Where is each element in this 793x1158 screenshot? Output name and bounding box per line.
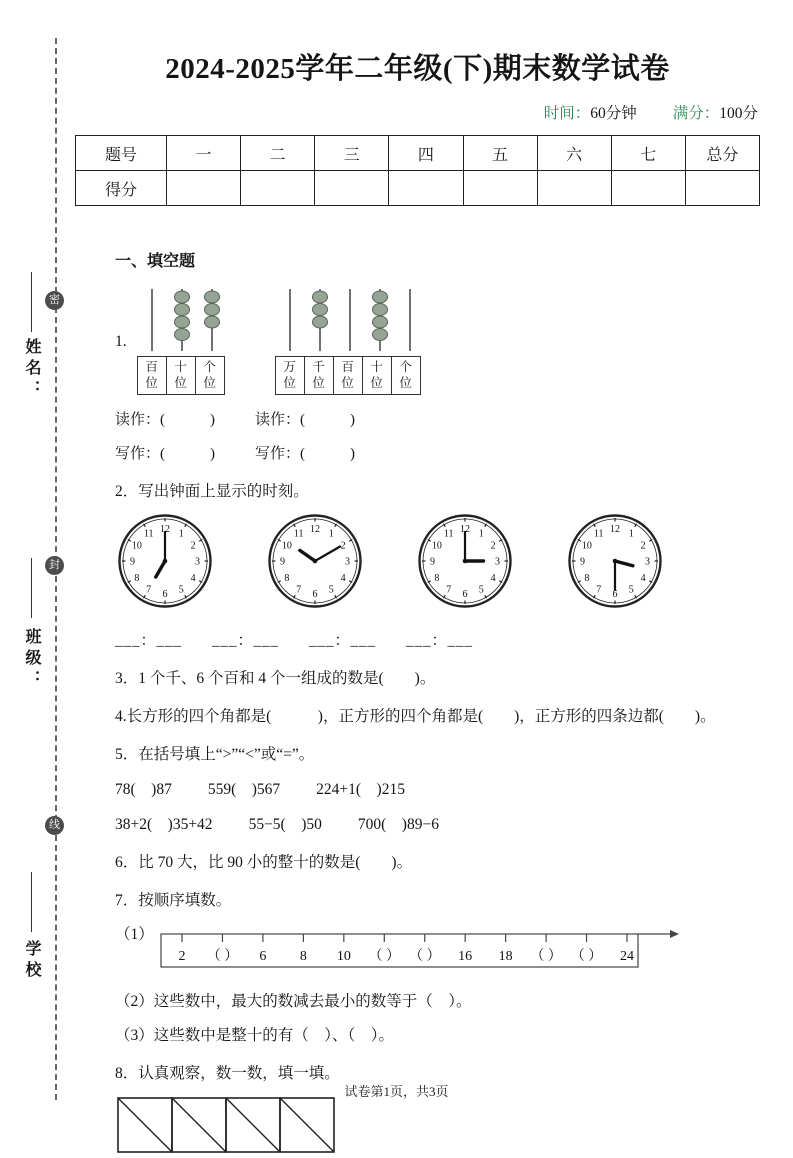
seal-feng-badge: 封 <box>45 556 64 575</box>
svg-text:5: 5 <box>478 584 484 596</box>
svg-text:6: 6 <box>462 588 468 600</box>
q7-sub1 <box>115 922 760 977</box>
svg-text:11: 11 <box>443 527 454 539</box>
svg-text:（ ）: （ ） <box>368 948 400 964</box>
question-2-text: 2．写出钟面上显示的时刻。 <box>115 482 309 500</box>
score-table-header-row <box>76 136 760 171</box>
svg-text:7: 7 <box>146 584 152 596</box>
svg-text:2: 2 <box>340 539 346 551</box>
svg-text:10: 10 <box>431 539 442 551</box>
question-6-text: 6．比 70 大，比 90 小的整十的数是( )。 <box>115 853 413 871</box>
school-label: 学校 <box>23 940 40 982</box>
score-cell-empty <box>685 171 759 206</box>
svg-text:11: 11 <box>593 527 604 539</box>
place-label-cell: 万 位 <box>275 356 305 395</box>
svg-text:4: 4 <box>640 572 646 584</box>
comparison-item: 559( )567 <box>207 780 281 798</box>
svg-text:5: 5 <box>328 584 334 596</box>
q7-sub3: （3）这些数中是整十的有（ ）、（ ）。 <box>115 1026 395 1044</box>
page-footer: 试卷第1页，共3页 <box>344 1084 449 1099</box>
score-table-score-row <box>76 171 760 206</box>
abacus-place-labels <box>275 356 425 395</box>
score-row-label: 得分 <box>76 171 167 206</box>
question-5-text: 5．在括号填上“>”“<”或“=”。 <box>115 745 315 763</box>
svg-text:7: 7 <box>446 584 452 596</box>
svg-text:8: 8 <box>134 572 140 584</box>
svg-text:（ ）: （ ） <box>570 948 603 964</box>
comparison-row <box>115 777 760 799</box>
place-label-cell: 百 位 <box>137 356 167 395</box>
name-label: 姓名： <box>23 338 40 401</box>
svg-text:11: 11 <box>293 527 304 539</box>
svg-text:9: 9 <box>280 556 285 567</box>
score-column-header: 总分 <box>685 136 759 171</box>
place-label-cell: 十 位 <box>166 356 196 395</box>
svg-text:7: 7 <box>596 584 602 596</box>
numberline-svg <box>160 922 687 972</box>
question-4-text: 4.长方形的四个角都是( )，正方形的四个角都是( )，正方形的四条边都( )。 <box>115 707 716 725</box>
squares-svg <box>117 1097 335 1153</box>
clock-face <box>267 513 363 609</box>
score-cell-empty <box>167 171 241 206</box>
svg-text:24: 24 <box>619 948 634 964</box>
time-answer-blank: ___：___ <box>406 632 474 649</box>
svg-text:9: 9 <box>430 556 435 567</box>
svg-text:1: 1 <box>628 527 634 539</box>
svg-text:3: 3 <box>195 556 200 567</box>
seal-xian-badge: 线 <box>45 816 64 835</box>
svg-text:5: 5 <box>628 584 634 596</box>
place-label-cell: 个 位 <box>195 356 225 395</box>
svg-text:1: 1 <box>478 527 484 539</box>
place-label-cell: 百 位 <box>333 356 363 395</box>
exam-content <box>75 46 760 1158</box>
score-column-header: 四 <box>389 136 463 171</box>
svg-text:（ ）: （ ） <box>530 948 562 964</box>
svg-text:7: 7 <box>296 584 302 596</box>
time-answer-blank: ___：___ <box>309 632 377 649</box>
svg-text:3: 3 <box>345 556 350 567</box>
svg-text:4: 4 <box>490 572 496 584</box>
svg-text:6: 6 <box>162 588 168 600</box>
abacus <box>275 289 425 395</box>
clock-row <box>117 513 760 609</box>
score-cell-empty <box>463 171 537 206</box>
svg-text:8: 8 <box>434 572 440 584</box>
score-cell-empty <box>611 171 685 206</box>
comparison-row <box>115 812 760 834</box>
svg-text:11: 11 <box>143 527 154 539</box>
section-title: 一、填空题 <box>115 253 196 270</box>
full-score-value: 100分 <box>719 105 758 122</box>
svg-text:10: 10 <box>336 948 351 964</box>
score-cell-empty <box>389 171 463 206</box>
q7-sub1-label: （1） <box>115 925 154 943</box>
svg-text:8: 8 <box>584 572 590 584</box>
svg-text:8: 8 <box>284 572 290 584</box>
write-as-label: 写作：( ) <box>115 445 215 462</box>
score-cell-empty <box>315 171 389 206</box>
abacus <box>137 289 227 395</box>
comparison-item: 55−5( )50 <box>248 815 322 833</box>
svg-text:10: 10 <box>581 539 592 551</box>
seal-mi-badge: 密 <box>45 291 64 310</box>
svg-text:9: 9 <box>130 556 135 567</box>
q7-sub2: （2）这些数中，最大的数减去最小的数等于（ ）。 <box>115 992 472 1010</box>
squares <box>117 1097 760 1158</box>
class-label: 班级： <box>23 628 40 691</box>
place-label-cell: 十 位 <box>362 356 392 395</box>
score-column-header: 六 <box>537 136 611 171</box>
name-blank-line <box>31 272 32 332</box>
time-answer-blank: ___：___ <box>115 632 183 649</box>
comparison-item: 78( )87 <box>115 780 172 798</box>
svg-text:12: 12 <box>610 523 620 535</box>
comparison-item: 38+2( )35+42 <box>115 815 213 833</box>
svg-text:4: 4 <box>340 572 346 584</box>
svg-text:4: 4 <box>190 572 196 584</box>
question-number-row-label: 题号 <box>76 136 167 171</box>
score-table <box>75 135 760 206</box>
abacus-row <box>137 289 425 395</box>
clock-face <box>117 513 213 609</box>
comparison-item: 700( )89−6 <box>357 815 439 833</box>
svg-text:6: 6 <box>259 948 267 964</box>
svg-text:3: 3 <box>495 556 500 567</box>
clock-face <box>567 513 663 609</box>
abacus-place-labels <box>137 356 227 395</box>
clock-answer-row <box>115 629 760 650</box>
score-column-header: 一 <box>167 136 241 171</box>
score-column-header: 五 <box>463 136 537 171</box>
svg-text:12: 12 <box>310 523 320 535</box>
svg-text:2: 2 <box>490 539 496 551</box>
write-as-label: 写作：( ) <box>255 445 355 462</box>
svg-text:（ ）: （ ） <box>408 948 441 964</box>
svg-text:8: 8 <box>299 948 307 964</box>
svg-text:1: 1 <box>328 527 334 539</box>
time-answer-blank: ___：___ <box>212 632 280 649</box>
svg-text:2: 2 <box>190 539 196 551</box>
read-as-row <box>115 408 760 429</box>
time-label: 时间： <box>543 105 591 122</box>
svg-text:2: 2 <box>640 539 646 551</box>
score-cell-empty <box>241 171 315 206</box>
q1-number: 1. <box>115 333 127 350</box>
svg-text:12: 12 <box>460 523 470 535</box>
write-as-row <box>115 442 760 463</box>
svg-text:18: 18 <box>498 948 513 964</box>
full-score-label: 满分： <box>672 105 720 122</box>
score-column-header: 三 <box>315 136 389 171</box>
q5-rows <box>75 777 760 834</box>
score-column-header: 七 <box>611 136 685 171</box>
comparison-item: 224+1( )215 <box>316 780 405 798</box>
exam-meta <box>75 101 760 123</box>
svg-text:1: 1 <box>178 527 184 539</box>
class-blank-line <box>31 558 32 618</box>
svg-text:10: 10 <box>131 539 142 551</box>
question-8-text: 8．认真观察，数一数，填一填。 <box>115 1064 340 1082</box>
svg-text:5: 5 <box>178 584 184 596</box>
svg-text:12: 12 <box>160 523 170 535</box>
svg-text:（ ）: （ ） <box>206 948 238 964</box>
question-7-text: 7．按顺序填数。 <box>115 891 232 909</box>
score-cell-empty <box>537 171 611 206</box>
read-as-label: 读作：( ) <box>115 411 215 428</box>
place-label-cell: 个 位 <box>391 356 421 395</box>
question-3-text: 3．1 个千、6 个百和 4 个一组成的数是( )。 <box>115 669 436 687</box>
svg-text:2: 2 <box>178 948 186 964</box>
read-as-label: 读作：( ) <box>255 411 355 428</box>
place-label-cell: 千 位 <box>304 356 334 395</box>
svg-text:16: 16 <box>457 948 472 964</box>
clock-face <box>417 513 513 609</box>
numberline <box>160 922 687 977</box>
svg-text:6: 6 <box>312 588 318 600</box>
time-value: 60分钟 <box>590 105 637 122</box>
school-blank-line <box>31 872 32 932</box>
score-column-header: 二 <box>241 136 315 171</box>
svg-text:9: 9 <box>580 556 585 567</box>
page-title: 2024-2025学年二年级(下)期末数学试卷 <box>165 53 670 85</box>
question-1 <box>115 289 760 395</box>
svg-text:10: 10 <box>281 539 292 551</box>
svg-text:6: 6 <box>612 588 618 600</box>
svg-text:3: 3 <box>645 556 650 567</box>
